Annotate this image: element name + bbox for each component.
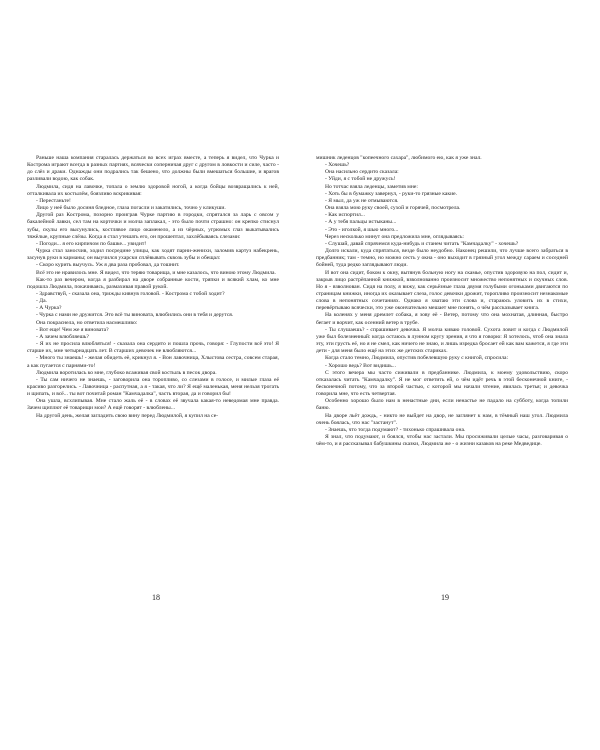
paragraph: - Много ты знаешь! - желая обидеть её, крикнул я. - Вон лавочница, Хлыстова сестра, совсем старая, а как пугается с парнями-то! [27,355,279,369]
page-number-right: 19 [441,593,449,602]
paragraph: Раньше наша компания старалась держаться во всех играх вместе, а теперь я видел, что Чурка и Кострома играют всегда в разных партиях, всячески соперничая друг с другом в ловкости и силе, часто - до слёз и драки. Однажды они подрались так бешено, что должны были вмешаться большие, и врагов разливали водою, как собак. [27,155,279,183]
paragraph: - Перестаньте! [36,197,71,204]
right-page [316,155,568,610]
paragraph: Через несколько минут она предложила мне, оглядываясь: [325,233,464,240]
paragraph: - Чурка с нами не дружится. Это всё ты виновата, влюбились они в тебя и дерутся. [36,312,234,319]
paragraph: - Я мыл, да уж не отмываются. [325,197,399,204]
page-number-left: 18 [152,593,160,602]
paragraph: - А у тебя пальцы истыканы... [325,219,397,226]
paragraph: - Погоди... я его кирпичом по башке... увидит! [36,240,147,247]
paragraph: - Хоть бы в бумажку завернул, - руки-то грязные какие. [325,190,457,197]
paragraph: Особенно хорошо было нам в ненастные дни, если ненастье не падало на субботу, когда топили баню. [316,398,568,412]
paragraph: - А зачем влюбляешь? [36,333,89,340]
paragraph: Когда стало темно, Людмила, опустив побелевшую руку с книгой, спросила: [325,355,509,362]
left-page-text [27,155,279,420]
left-page [27,155,279,610]
paragraph: Она взяла мою руку своей, сухой и горячей, посмотрела. [325,205,461,212]
right-page-text [316,155,568,448]
paragraph: Я знал, что подумают, и боялся, чтобы нас застали. Мы просиживали целые часы, разговаривая о чём-то, и я рассказывал бабушкины сказки, Людмила же - о жизни казаков на реке Медведице. [316,434,568,448]
paragraph: - Слушай, давай спрячемся куда-нибудь и станем читать "Камчадалку" - хочешь? [325,240,519,247]
paragraph: - Как испортил... [325,212,365,219]
paragraph: Но тотчас взяла леденцы, заметив мне: [325,183,418,190]
paragraph: Как-то раз вечером, когда я разбирал на дворе собранные кости, тряпки и всякий хлам, ко мне подошла Людмила, покачиваясь, размахивая правой рукой. [27,276,279,290]
paragraph: - Вот еще! Чем же я виновата? [36,326,109,333]
paragraph: Чурка стал заносчив, ходил посредине улицы, как ходят парни-женихи, заломив картуз набекрень, засунув руки в карманы; он выучился ухарски сплёвывать сквозь зубы и обещал: [27,248,279,262]
paragraph: На дворе льёт дождь, - никто не выйдет на двор, не заглянет к нам, в тёмный наш угол. Людмила очень боялась, что нас "застанут". [316,412,568,426]
paragraph: Она ушла, всхлипывая. Мне стало жаль её - в словах её звучала какая-то неведомая мне правда. Зачем щиплют её товарищи мои? А ещё говорят - влюблены... [27,398,279,412]
paragraph: - Хорошо ведь? Вот видишь... [325,362,396,369]
paragraph: - А Чурка? [36,305,62,312]
paragraph: - Ты слушаешь? - спрашивает девочка. Я молча киваю головой. Сухота ловит и когда с Людмилой уже был болезненный: когда остаюсь в лунном кругу зрения, я что я говорю: Я хотелось, чтоб она знала эту, эти грусть её, но я не смел, как ничего не знаю, и лишь изредка бросает ей как вам кажется, я где эти дети - для меня было ещё на этих же детских стариках. [316,326,568,355]
paragraph: - Уйди, я с тобой не дружусь! [325,176,396,183]
paragraph: Людмила, сидя на лавочке, топала о землю здоровой ногой, а когда бойцы возвращались к ней, отталкивала их костылём, боязливо вскрикивая: [27,183,279,197]
paragraph: На коленях у меня дремлет собака, я зову её - Ветер, потому что она мохнатая, длинная, быстро бегает и ворчит, как осенний ветер в трубе. [316,312,568,326]
paragraph: Долго искали, куда спрятаться, везде было неудобно. Наконец решили, что лучше всего забраться в предбанник; там - темно, но можно сесть у окна - оно выходит в грязный угол между сараем и соседней бойней, туда редко заглядывают люди. [316,248,568,269]
paragraph: Лицо у неё было досиня бледное, глаза погасли и закатились, точно у кликуши. [36,205,226,212]
paragraph: Другой раз Кострома, позорно проиграв Чурке партию в городки, спрятался за ларь с овсом у бакалейной лавки, сел там на корточки и молча заплакал, - это было почти страшно: он крепко стиснул зубы, скулы его высунулись, костлявое лицо окаменело, а из чёрных, угрюмых глаз выкатывались тяжёлые, крупные слёзы. Когда я стал утешать его, он прошептал, захлёбываясь слезами: [27,212,279,240]
paragraph: Всё это не нравилось мне. Я видел, что теряю товарища, и мне казалось, что виною этому Людмила. [36,269,276,276]
paragraph: Она насильно сердито сказала: [325,169,399,176]
paragraph: - Знаешь, что тогда подумают? - тихонько спрашивала она. [325,426,466,433]
paragraph: - Скоро курить выучусь. Уж я два раза пробовал, да тошнит. [36,262,180,269]
paragraph: Она покраснела, но ответила насмешливо: [36,319,138,326]
paragraph: - Да. [36,298,47,305]
paragraph: На другой день, желая загладить свою вину перед Людмилой, я купил на се- [36,412,219,419]
paragraph: - Хочешь? [325,162,350,169]
paragraph: - Ты сам ничего не знаешь, - заговорила она торопливо, со слезами в голосе, и милые глаза её красиво разгорелись. - Лавочница - распутная, а я - такая, что ли? Я ещё маленькая, меня нельзя трогать и щипать, и всё... ты вот почитай роман "Камчадалка", часть вторая, да и говорил бы! [27,376,279,398]
paragraph: - Я их не просила влюбляться! - сказала она сердито и пошла прочь, говоря: - Глупости всё это! Я старше их, мне четырнадцать лет. В старших девочек не влюбляются... [27,341,279,355]
paragraph: И вот она сидит, боком к окну, вытянув больную ногу на скамье, опустив здоровую на пол, сидит и, закрыв лицо растрёпанной книжкой, взволнованно произносит множество непонятных и скучных слов. Но я - взволнован. Сидя на полу, я вижу, как серьёзные глаза двумя голубыми огоньками двигаются по страницам книжки, иногда их оказывает слеза, голос девочки дрожит, торопливо произносит незнакомые слова в непонятных сочетаниях. Однако я хватаю эти слова и, стараюсь уловить их в стихи, перевёртываю всячески, это уже окончательно мешает мне понять, о чём рассказывает книга. [316,269,568,312]
paragraph: Людмила воротилась ко мне, глубоко всаживая свой костыль в песок двора. [36,369,217,376]
paragraph: мишник леденцов "копеечного сахара", любимого ею, как я уже знал. [316,155,482,161]
paragraph: - Это - иголкой, я шью много... [325,226,399,233]
paragraph: С этого вечера мы часто сиживали в предбаннике. Людмила, к моему удовольствию, скоро отказалась читать "Камчадалку". Я не мог ответить ей, о чём идёт речь в этой бесконечной книге, - бесконечной потому, что за второй частью, с которой мы начали чтение, явилась третья; и девочка говорила мне, что есть четвертая. [316,369,568,398]
paragraph: - Здравствуй, - сказала она, трижды кивнув головой. - Кострома с тобой ходит? [36,290,225,297]
